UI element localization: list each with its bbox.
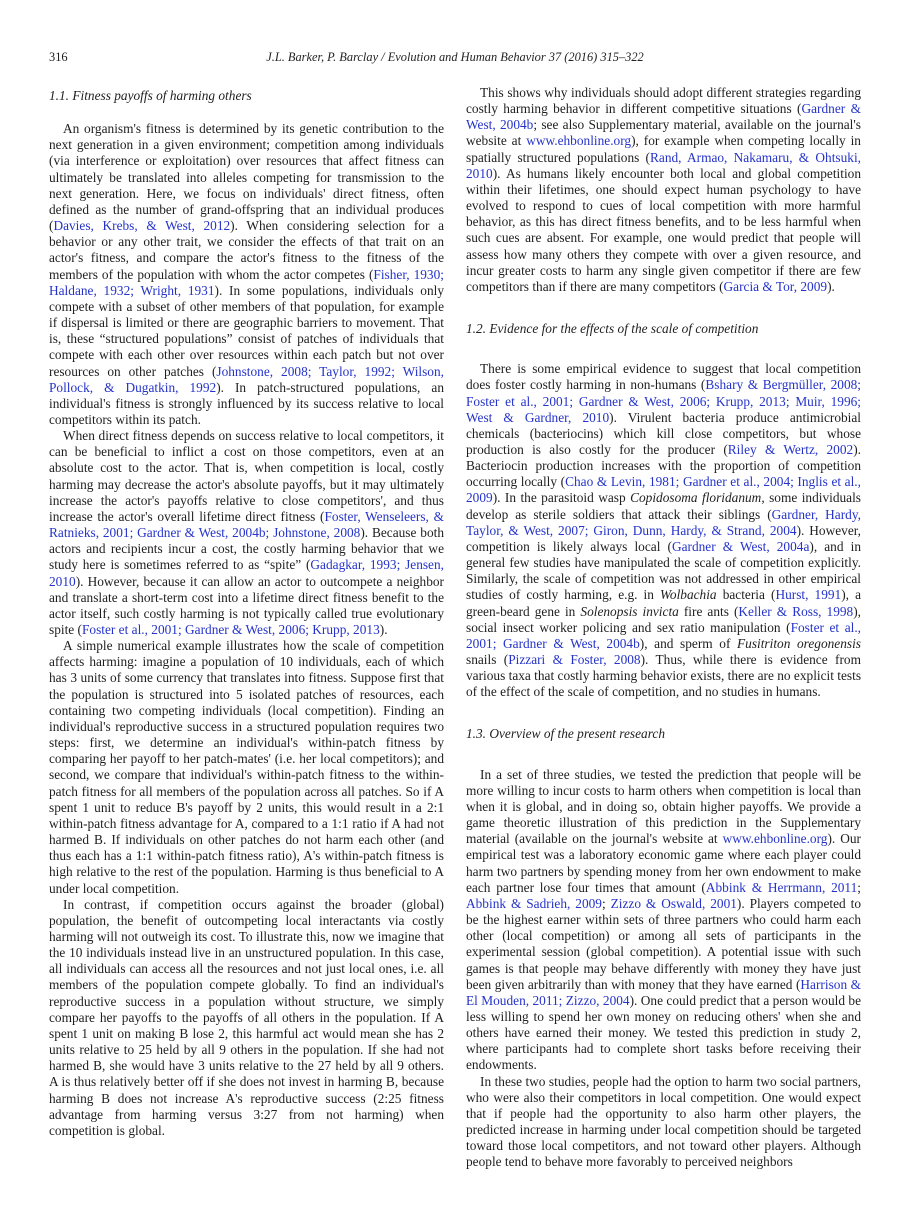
citation-link[interactable]: Harrison & El Mouden, 2011; Zizzo, 2004 bbox=[466, 976, 861, 1008]
paragraph: In contrast, if competition occurs against the broader (global) population, the benefit of outcompeting local interactants via costly harming will not outweigh its cost. To illustrate this, now we imagine that the 10 individuals instead live in an unstructured population. In this case, all individuals can access all the resources and not just local ones, i.e. all members of the population compete globally. To find an individual's reproductive success in a population without structure, we simply compare her payoffs to the payoffs of all others in the population. If A spent 1 unit on making B lose 2, this harmful act would mean she has 2 units relative to 25 held by all 9 others in the population. If she had not harmed B, she would have 3 units relative to the 27 held by all 9 others. A is thus relatively better off if she does not invest in harming B, because harming B does not increase A's reproductive success (2:25 fitness advantage from harming versus 3:27 from not harming) when competition is global. bbox=[49, 896, 444, 1138]
citation-link[interactable]: Chao & Levin, 1981; Gardner et al., 2004; Inglis et al., 2009 bbox=[466, 474, 861, 506]
citation-link[interactable]: Johnstone, 2008; Taylor, 1992; Wilson, Pollock, & Dugatkin, 1992 bbox=[49, 363, 444, 395]
citation-link[interactable]: Rand, Armao, Nakamaru, & Ohtsuki, 2010 bbox=[466, 149, 861, 181]
paragraph: In a set of three studies, we tested the prediction that people will be more willing to incur costs to harm others when competition is local than when it is global, and in doing so, obtain higher payoffs. We provide a game theoretic illustration of this prediction in the Supplementary material (available on the journal's website at www.ehbonline.org). Our empirical test was a laboratory economic game where each player could harm two partners by spending money from her own endowment to make each partner lose four times that amount (Abbink & Herrmann, 2011; Abbink & Sadrieh, 2009; Zizzo & Oswald, 2001). Players competed to be the highest earner within sets of three partners who could harm each other (local competition) or among all sets of participants in the experimental session (global competition). A potential issue with such games is that people may behave differently with money they have just been given arbitrarily than with money that they have earned (Harrison & El Mouden, 2011; Zizzo, 2004). One could predict that a person would be less willing to spend her own money on reducing others' when she and others have earned their money. We tested this prediction in study 2, where participants had to complete short tasks before receiving their endowments. bbox=[466, 766, 861, 1073]
citation-link[interactable]: Gardner & West, 2004b bbox=[466, 101, 861, 133]
paragraph: When direct fitness depends on success relative to local competitors, it can be beneficial to inflict a cost on those competitors, even at an absolute cost to the actor. That is, when competition is local, costly harming may decrease the actor's absolute payoffs, but it may ultimately increase the actor's payoffs relative to close competitors', and thus increase the actor's overall lifetime direct fitness (Foster, Wenseleers, & Ratnieks, 2001; Gardner & West, 2004b; Johnstone, 2008). Because both actors and recipients incur a cost, the costly harming behavior that we study here is sometimes referred to as “spite” (Gadagkar, 1993; Jensen, 2010). However, because it can allow an actor to outcompete a neighbor and translate a short-term cost into a lifetime direct fitness benefit to the actor itself, such costly harming is not typically called true evolutionary spite (Foster et al., 2001; Gardner & West, 2006; Krupp, 2013). bbox=[49, 428, 444, 637]
right-column bbox=[466, 85, 861, 1171]
citation-link[interactable]: Gardner, Hardy, Taylor, & West, 2007; Giron, Dunn, Hardy, & Strand, 2004 bbox=[466, 506, 861, 538]
page-number: 316 bbox=[49, 50, 68, 64]
two-column-body bbox=[49, 85, 861, 1171]
section-heading: 1.1. Fitness payoffs of harming others bbox=[49, 88, 252, 103]
citation-link[interactable]: Abbink & Herrmann, 2011 bbox=[705, 879, 858, 895]
running-title: J.L. Barker, P. Barclay / Evolution and Human Behavior 37 (2016) 315–322 bbox=[266, 50, 644, 64]
paragraph: In these two studies, people had the option to harm two social partners, who were also their competitors in local competition. One would expect that if people had the opportunity to also harm other players, the predicted increase in harming under local competition should be targeted toward those local competitors, and not toward other players. Although people tend to behave more favorably to perceived neighbors bbox=[466, 1073, 861, 1170]
citation-link[interactable]: Abbink & Sadrieh, 2009 bbox=[466, 895, 602, 911]
citation-link[interactable]: Bshary & Bergmüller, 2008; Foster et al., 2001; Gardner & West, 2006; Krupp, 2013; Muir, 1996; West & Gardner, 2010 bbox=[466, 377, 861, 425]
citation-link[interactable]: Gadagkar, 1993; Jensen, 2010 bbox=[49, 557, 444, 589]
citation-link[interactable]: Hurst, 1991 bbox=[775, 587, 842, 603]
citation-link[interactable]: Gardner & West, 2004a bbox=[671, 538, 810, 554]
citation-link[interactable]: Garcia & Tor, 2009 bbox=[723, 278, 828, 294]
citation-link[interactable]: Foster et al., 2001; Gardner & West, 2006; Krupp, 2013 bbox=[81, 622, 380, 637]
external-link[interactable]: www.ehbonline.org bbox=[526, 133, 632, 149]
section-heading: 1.2. Evidence for the effects of the scale of competition bbox=[466, 321, 759, 337]
species-name: Wolbachia bbox=[660, 587, 717, 603]
citation-link[interactable]: Zizzo & Oswald, 2001 bbox=[610, 895, 737, 911]
paragraph: A simple numerical example illustrates how the scale of competition affects harming: imagine a population of 10 individuals, each of which has 3 units of some currency that translates into fitness. Suppose first that the population is structured into 5 isolated patches of resources, each containing two competing individuals (local competition). Finding an individual's reproductive success in a structured population requires two steps: first, we determine an individual's within-patch fitness by comparing her payoff to her patch-mates' (i.e. her local competitors); and second, we compare that individual's within-patch fitness to the within-patch fitness for all members of the population across all patches. So if A spent 1 unit to reduce B's payoff by 2 units, this would result in a 2:1 within-patch fitness advantage for A, compared to a 1:1 ratio if A had not harmed B. If individuals on other patches do not harm each other (and thus each has a 1:1 within-patch fitness ratio), A's within-patch fitness is high relative to the rest of the population. Harming is thus beneficial to A under local competition. bbox=[49, 638, 444, 896]
species-name: Solenopsis invicta bbox=[580, 603, 679, 619]
paragraph: An organism's fitness is determined by its genetic contribution to the next generation in a given environment; competition among individuals (via interference or exploitation) over resources that affect fitness can ultimately be translated into alleles competing for transmission to the next generation. Here, we focus on individuals' direct fitness, often defined as the number of grand-offspring that an individual produces (Davies, Krebs, & West, 2012). When considering selection for a behavior or any other trait, we consider the effects of that trait on an actor's fitness, and compare the actor's fitness to the fitness of the members of the population with whom the actor competes (Fisher, 1930; Haldane, 1932; Wright, 1931). In some populations, individuals only compete with a subset of other members of that population, for example if dispersal is limited or there are geographic barriers to movement. That is, these “structured populations” consist of patches of individuals that compete with each other over resources within each patch but not over resources on other patches (Johnstone, 2008; Taylor, 1992; Wilson, Pollock, & Dugatkin, 1992). In patch-structured populations, an individual's fitness is strongly influenced by its success relative to local competitors within its patch. bbox=[49, 121, 444, 427]
citation-link[interactable]: Fisher, 1930; Haldane, 1932; Wright, 1931 bbox=[49, 266, 444, 298]
citation-link[interactable]: Foster et al., 2001; Gardner & West, 2004b bbox=[466, 619, 861, 651]
citation-link[interactable]: Riley & Wertz, 2002 bbox=[727, 441, 854, 457]
external-link[interactable]: www.ehbonline.org bbox=[722, 831, 828, 847]
citation-link[interactable]: Pizzari & Foster, 2008 bbox=[508, 652, 641, 667]
page-header bbox=[49, 50, 861, 64]
species-name: Fusitriton oregonensis bbox=[737, 635, 861, 651]
paragraph: There is some empirical evidence to suggest that local competition does foster costly harming in non-humans (Bshary & Bergmüller, 2008; Foster et al., 2001; Gardner & West, 2006; Krupp, 2013; Muir, 1996; West & Gardner, 2010). Virulent bacteria produce antimicrobial chemicals (bacteriocins) which kill close competitors, but whose production is also costly for the producer (Riley & Wertz, 2002). Bacteriocin production increases with the proportion of competition occurring locally (Chao & Levin, 1981; Gardner et al., 2004; Inglis et al., 2009). In the parasitoid wasp Copidosoma floridanum, some individuals develop as sterile soldiers that attack their siblings (Gardner, Hardy, Taylor, & West, 2007; Giron, Dunn, Hardy, & Strand, 2004). However, competition is likely always local (Gardner & West, 2004a), and in general few studies have manipulated the scale of competition explicitly. Similarly, the scale of competition was not addressed in other empirical studies of costly harming, e.g. in Wolbachia bacteria (Hurst, 1991), a green-beard gene in Solenopsis invicta fire ants (Keller & Ross, 1998), social insect worker policing and sex ratio manipulation (Foster et al., 2001; Gardner & West, 2004b), and sperm of Fusitriton oregonensis snails (Pizzari & Foster, 2008). Thus, while there is evidence from various taxa that costly harming behavior exists, there are no explicit tests of the effect of the scale of competition, and no studies in humans. bbox=[466, 361, 862, 700]
section-heading: 1.3. Overview of the present research bbox=[466, 726, 665, 742]
citation-link[interactable]: Foster, Wenseleers, & Ratnieks, 2001; Gardner & West, 2004b; Johnstone, 2008 bbox=[49, 508, 444, 541]
left-column bbox=[49, 85, 444, 1171]
citation-link[interactable]: Davies, Krebs, & West, 2012 bbox=[53, 218, 231, 234]
species-name: Copidosoma floridanum bbox=[630, 490, 762, 506]
citation-link[interactable]: Keller & Ross, 1998 bbox=[738, 603, 854, 619]
paragraph: This shows why individuals should adopt different strategies regarding costly harming behavior in different competitive situations (Gardner & West, 2004b; see also Supplementary material, available on the journal's website at www.ehbonline.org), for example when competing locally in spatially structured populations (Rand, Armao, Nakamaru, & Ohtsuki, 2010). As humans likely encounter both local and global competition within their lifetimes, one should expect human psychology to have evolved to respond to cues of local competition with more harmful behavior, as this has direct fitness benefits, and to be less harmful when such cues are absent. For example, one would predict that people will assess how many others they compete with over a given resource, and incur greater costs to harm any single given competitor if there are few competitors than if there are many competitors (Garcia & Tor, 2009). bbox=[466, 85, 861, 294]
